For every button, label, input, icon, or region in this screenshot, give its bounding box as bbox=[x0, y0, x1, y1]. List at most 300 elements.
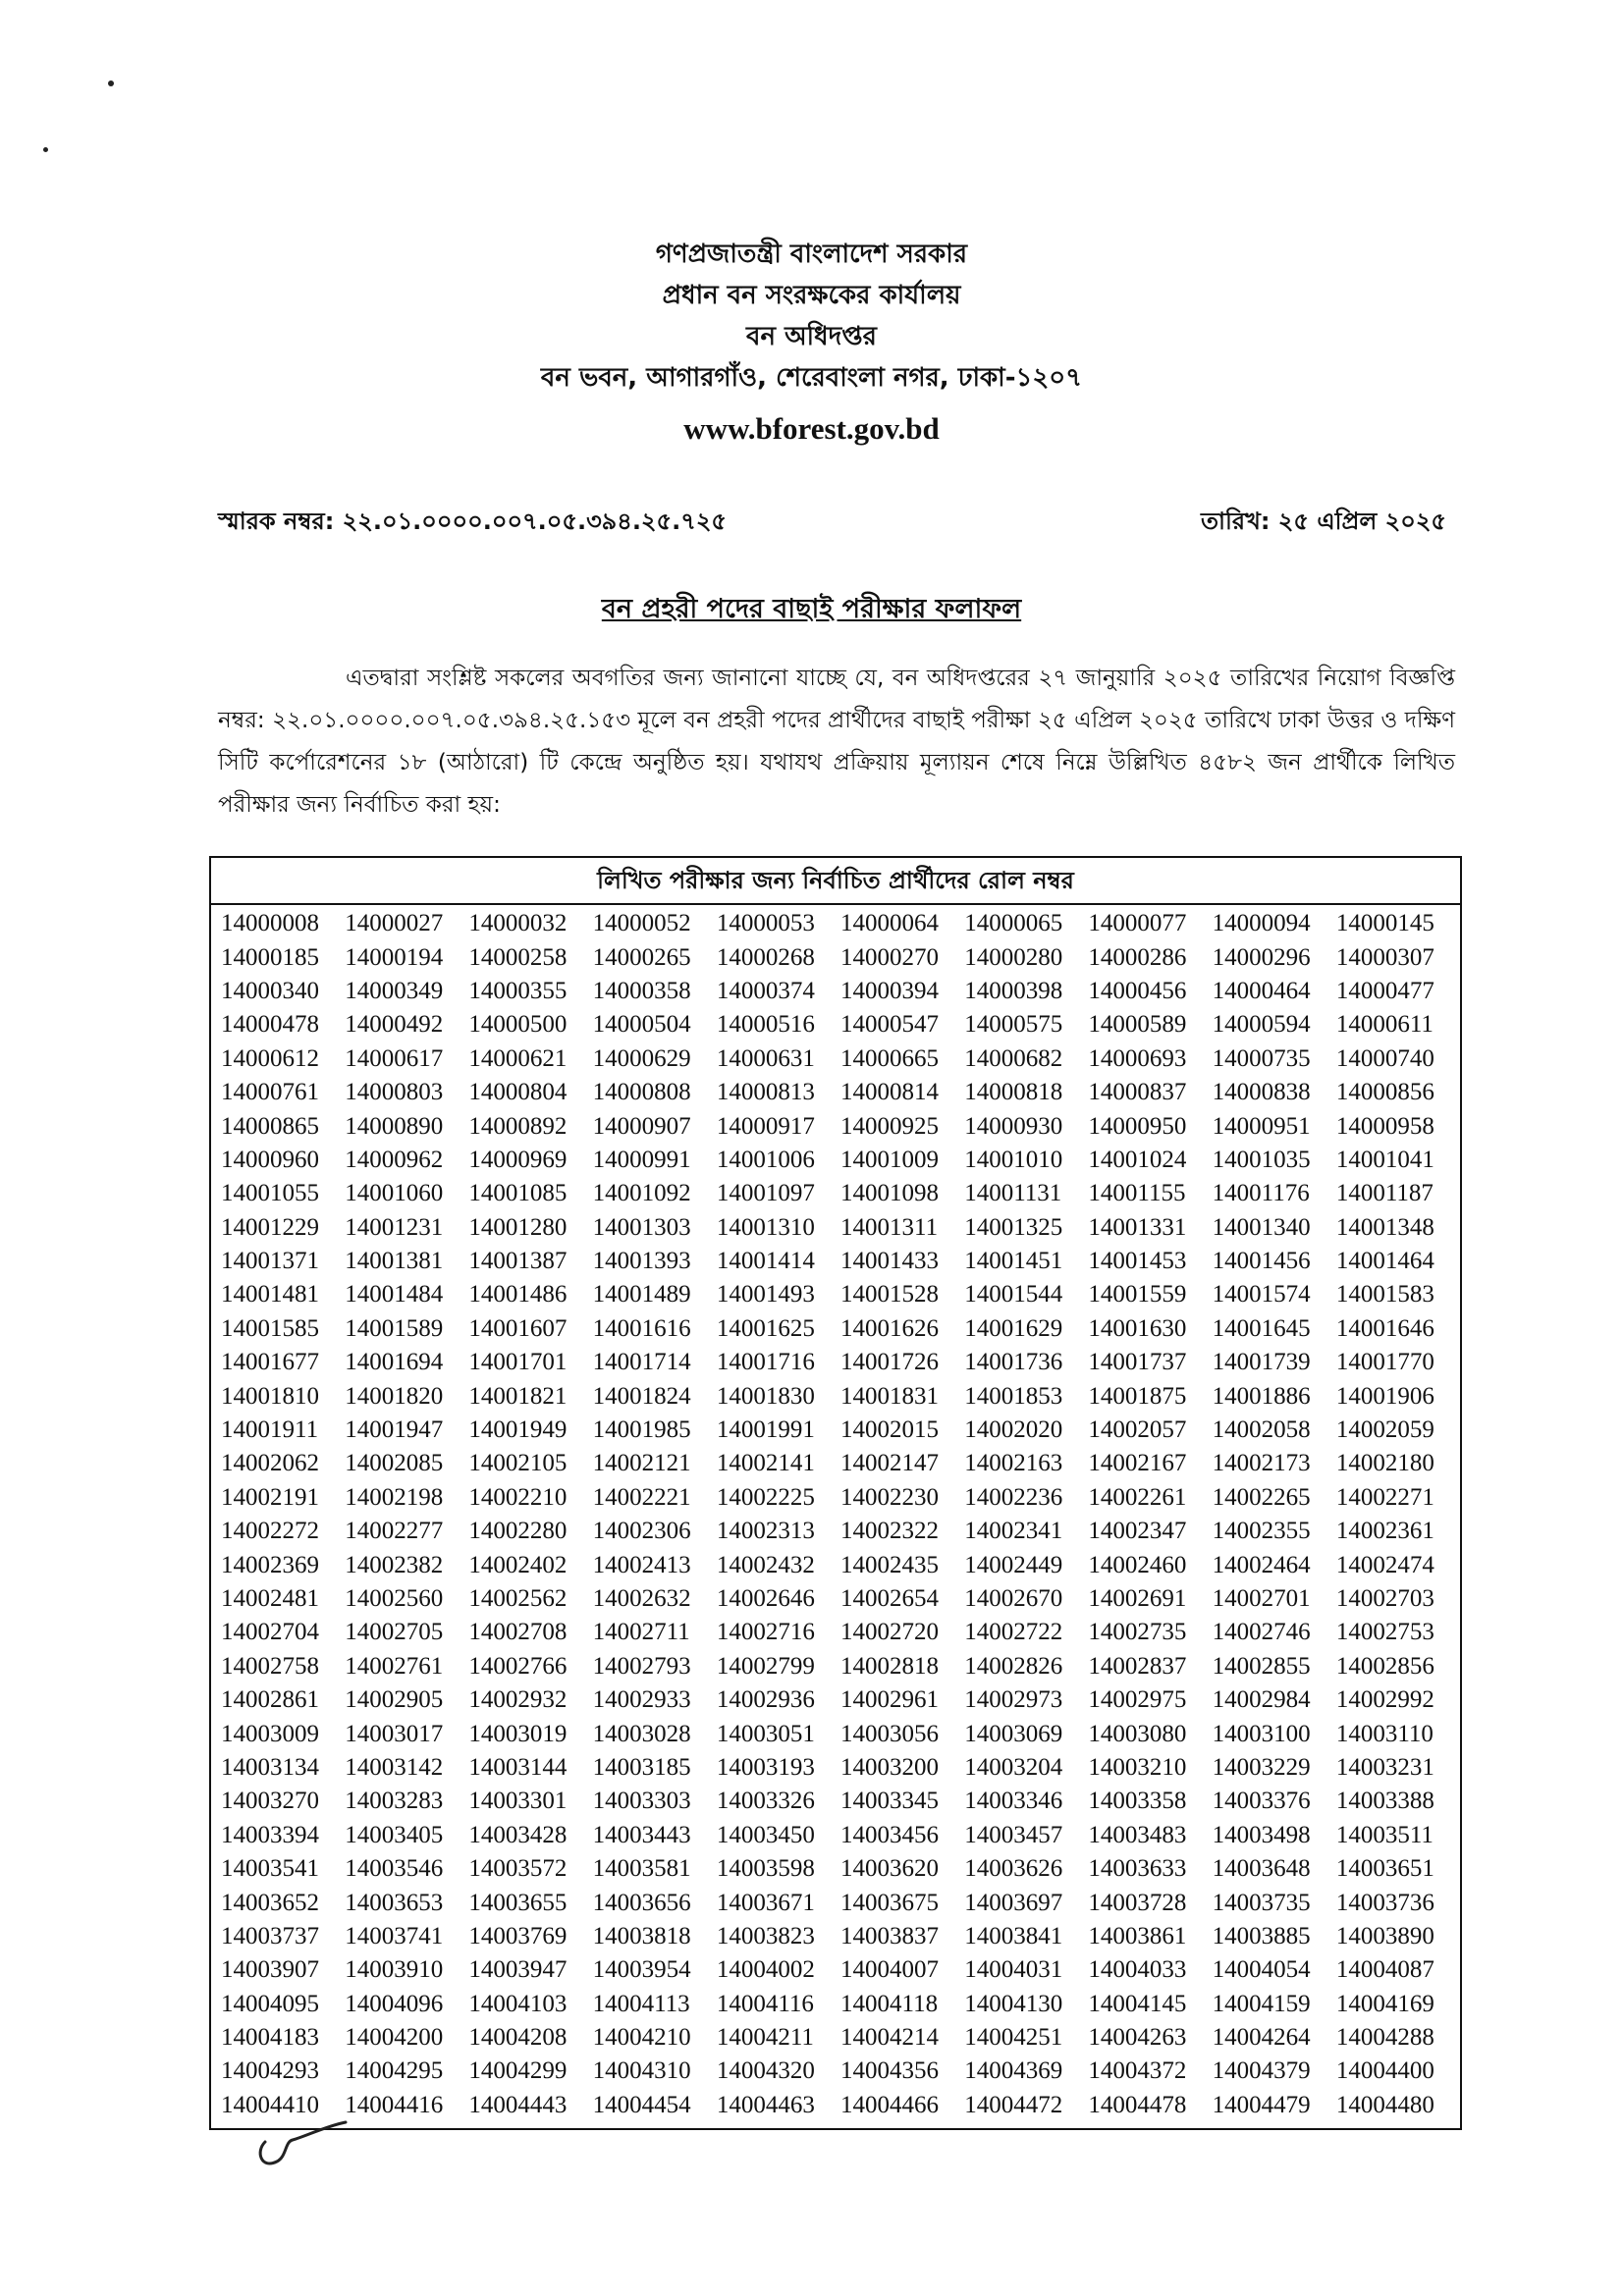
roll-number-cell: 14000374 bbox=[716, 977, 815, 1004]
roll-number-cell: 14002322 bbox=[840, 1518, 940, 1545]
roll-number-cell: 14002984 bbox=[1212, 1686, 1311, 1714]
roll-number-cell: 14002973 bbox=[964, 1686, 1063, 1714]
roll-number-cell: 14002711 bbox=[592, 1619, 690, 1646]
roll-number-cell: 14000032 bbox=[468, 910, 568, 937]
roll-number-cell: 14001331 bbox=[1088, 1213, 1187, 1241]
roll-number-cell: 14000456 bbox=[1088, 977, 1187, 1004]
roll-number-cell: 14003598 bbox=[716, 1855, 815, 1883]
department-name: বন অধিদপ্তর bbox=[746, 322, 877, 351]
roll-number-cell: 14000340 bbox=[221, 977, 319, 1004]
roll-number-cell: 14002306 bbox=[592, 1518, 691, 1545]
roll-number-cell: 14000838 bbox=[1212, 1079, 1311, 1106]
table-row bbox=[221, 1751, 1460, 1785]
roll-number-cell: 14002173 bbox=[1212, 1450, 1311, 1477]
roll-number-cell: 14000629 bbox=[592, 1044, 691, 1072]
roll-number-cell: 14002481 bbox=[221, 1585, 319, 1612]
roll-number-cell: 14003954 bbox=[592, 1956, 691, 1984]
roll-number-cell: 14002826 bbox=[964, 1652, 1063, 1680]
roll-number-cell: 14003405 bbox=[345, 1821, 444, 1848]
roll-number-cell: 14004002 bbox=[716, 1956, 815, 1984]
table-row bbox=[221, 1819, 1460, 1852]
roll-number-cell: 14001155 bbox=[1088, 1180, 1186, 1207]
roll-number-cell: 14002432 bbox=[716, 1551, 815, 1578]
roll-number-cell: 14001875 bbox=[1088, 1382, 1187, 1410]
table-row bbox=[221, 975, 1460, 1008]
roll-number-cell: 14000960 bbox=[221, 1146, 319, 1173]
roll-number-cell: 14001528 bbox=[840, 1281, 940, 1308]
roll-number-cell: 14003736 bbox=[1335, 1889, 1434, 1916]
roll-number-cell: 14003270 bbox=[221, 1788, 319, 1815]
roll-number-cell: 14002062 bbox=[221, 1450, 319, 1477]
roll-number-cell: 14004480 bbox=[1335, 2091, 1434, 2118]
roll-number-cell: 14000813 bbox=[716, 1079, 815, 1106]
roll-number-cell: 14001607 bbox=[468, 1314, 568, 1342]
roll-number-cell: 14004169 bbox=[1335, 1990, 1434, 2017]
roll-number-cell: 14001810 bbox=[221, 1382, 319, 1410]
roll-number-cell: 14001325 bbox=[964, 1213, 1063, 1241]
roll-number-cell: 14001489 bbox=[592, 1281, 691, 1308]
roll-number-cell: 14001991 bbox=[716, 1416, 815, 1444]
roll-number-cell: 14001340 bbox=[1212, 1213, 1311, 1241]
roll-number-cell: 14002905 bbox=[345, 1686, 444, 1714]
roll-number-cell: 14000268 bbox=[716, 943, 815, 971]
roll-number-cell: 14000575 bbox=[964, 1011, 1063, 1039]
letterhead bbox=[0, 234, 1623, 454]
roll-number-cell: 14002369 bbox=[221, 1551, 319, 1578]
roll-number-cell: 14002722 bbox=[964, 1619, 1063, 1646]
roll-number-cell: 14000962 bbox=[345, 1146, 444, 1173]
roll-number-cell: 14002670 bbox=[964, 1585, 1063, 1612]
roll-number-cell: 14000612 bbox=[221, 1044, 319, 1072]
roll-number-cell: 14001736 bbox=[964, 1349, 1063, 1376]
roll-number-cell: 14000052 bbox=[592, 910, 691, 937]
roll-number-cell: 14003231 bbox=[1335, 1753, 1434, 1781]
roll-number-cell: 14001559 bbox=[1088, 1281, 1187, 1308]
table-row bbox=[221, 907, 1460, 940]
roll-number-cell: 14003056 bbox=[840, 1720, 940, 1747]
roll-number-cell: 14002198 bbox=[345, 1483, 444, 1511]
roll-number-cell: 14002716 bbox=[716, 1619, 815, 1646]
roll-number-cell: 14004443 bbox=[468, 2091, 568, 2118]
document-date: তারিখ: ২৫ এপ্রিল ২০২৫ bbox=[1201, 507, 1446, 535]
roll-number-cell: 14003633 bbox=[1088, 1855, 1187, 1883]
roll-number-cell: 14003626 bbox=[964, 1855, 1063, 1883]
roll-number-cell: 14004054 bbox=[1212, 1956, 1311, 1984]
roll-number-cell: 14002382 bbox=[345, 1551, 444, 1578]
table-row bbox=[221, 2021, 1460, 2055]
roll-number-cell: 14001616 bbox=[592, 1314, 691, 1342]
roll-number-cell: 14002341 bbox=[964, 1518, 1063, 1545]
table-body bbox=[211, 905, 1460, 2128]
roll-number-cell: 14003144 bbox=[468, 1753, 568, 1781]
roll-number-cell: 14004251 bbox=[964, 2024, 1063, 2052]
table-row bbox=[221, 1278, 1460, 1311]
table-row bbox=[221, 1920, 1460, 1953]
table-row bbox=[221, 1211, 1460, 1245]
roll-number-cell: 14001821 bbox=[468, 1382, 568, 1410]
roll-number-cell: 14000258 bbox=[468, 943, 568, 971]
roll-number-cell: 14000286 bbox=[1088, 943, 1187, 971]
roll-number-cell: 14003620 bbox=[840, 1855, 940, 1883]
table-row bbox=[221, 1346, 1460, 1379]
roll-number-cell: 14003837 bbox=[840, 1922, 940, 1949]
roll-number-cell: 14002141 bbox=[716, 1450, 815, 1477]
roll-number-cell: 14003483 bbox=[1088, 1821, 1187, 1848]
roll-number-cell: 14002746 bbox=[1212, 1619, 1311, 1646]
roll-number-cell: 14002856 bbox=[1335, 1652, 1434, 1680]
roll-number-cell: 14000008 bbox=[221, 910, 319, 937]
roll-number-cell: 14000991 bbox=[592, 1146, 691, 1173]
roll-number-cell: 14000064 bbox=[840, 910, 940, 937]
roll-number-cell: 14003142 bbox=[345, 1753, 444, 1781]
roll-number-cell: 14002855 bbox=[1212, 1652, 1311, 1680]
roll-number-cell: 14002435 bbox=[840, 1551, 940, 1578]
roll-number-cell: 14004103 bbox=[468, 1990, 568, 2017]
roll-number-cell: 14000611 bbox=[1335, 1011, 1434, 1039]
roll-number-cell: 14004113 bbox=[592, 1990, 690, 2017]
roll-number-cell: 14000682 bbox=[964, 1044, 1063, 1072]
memo-number: স্মারক নম্বর: ২২.০১.০০০০.০০৭.০৫.৩৯৪.২৫.৭২৫ bbox=[218, 507, 728, 535]
roll-number-cell: 14003283 bbox=[345, 1788, 444, 1815]
roll-number-cell: 14004033 bbox=[1088, 1956, 1187, 1984]
roll-number-cell: 14004372 bbox=[1088, 2057, 1187, 2085]
roll-number-cell: 14000969 bbox=[468, 1146, 568, 1173]
roll-number-cell: 14000280 bbox=[964, 943, 1063, 971]
roll-number-cell: 14002793 bbox=[592, 1652, 691, 1680]
roll-number-cell: 14003229 bbox=[1212, 1753, 1311, 1781]
roll-number-cell: 14001493 bbox=[716, 1281, 815, 1308]
roll-number-cell: 14000951 bbox=[1212, 1112, 1311, 1140]
roll-number-cell: 14002163 bbox=[964, 1450, 1063, 1477]
roll-number-cell: 14002280 bbox=[468, 1518, 568, 1545]
roll-number-cell: 14002560 bbox=[345, 1585, 444, 1612]
roll-number-cell: 14002705 bbox=[345, 1619, 444, 1646]
roll-number-cell: 14000547 bbox=[840, 1011, 940, 1039]
roll-number-cell: 14002085 bbox=[345, 1450, 444, 1477]
roll-number-cell: 14001035 bbox=[1212, 1146, 1311, 1173]
roll-number-cell: 14003204 bbox=[964, 1753, 1063, 1781]
table-title: লিখিত পরীক্ষার জন্য নির্বাচিত প্রার্থীদের রোল নম্বর bbox=[211, 858, 1460, 905]
roll-number-cell: 14004463 bbox=[716, 2091, 815, 2118]
roll-number-cell: 14000950 bbox=[1088, 1112, 1187, 1140]
roll-number-cell: 14001906 bbox=[1335, 1382, 1434, 1410]
roll-number-cell: 14000504 bbox=[592, 1011, 691, 1039]
roll-number-cell: 14002147 bbox=[840, 1450, 940, 1477]
roll-number-cell: 14003697 bbox=[964, 1889, 1063, 1916]
roll-number-cell: 14000925 bbox=[840, 1112, 940, 1140]
roll-number-cell: 14001176 bbox=[1212, 1180, 1310, 1207]
roll-number-cell: 14001041 bbox=[1335, 1146, 1434, 1173]
roll-number-cell: 14002272 bbox=[221, 1518, 319, 1545]
govt-name: গণপ্রজাতন্ত্রী বাংলাদেশ সরকার bbox=[655, 240, 968, 269]
roll-number-cell: 14004183 bbox=[221, 2024, 319, 2052]
roll-number-cell: 14003737 bbox=[221, 1922, 319, 1949]
table-row bbox=[221, 1616, 1460, 1649]
roll-number-cell: 14002975 bbox=[1088, 1686, 1187, 1714]
roll-number-cell: 14000270 bbox=[840, 943, 940, 971]
roll-number-cell: 14002361 bbox=[1335, 1518, 1434, 1545]
roll-number-cell: 14000818 bbox=[964, 1079, 1063, 1106]
office-address: বন ভবন, আগারগাঁও, শেরেবাংলা নগর, ঢাকা-১২০৭ bbox=[540, 363, 1083, 393]
roll-number-cell: 14000814 bbox=[840, 1079, 940, 1106]
roll-number-cell: 14003193 bbox=[716, 1753, 815, 1781]
roll-number-cell: 14003345 bbox=[840, 1788, 940, 1815]
roll-number-cell: 14003910 bbox=[345, 1956, 444, 1984]
roll-number-cell: 14003885 bbox=[1212, 1922, 1311, 1949]
roll-number-cell: 14003185 bbox=[592, 1753, 691, 1781]
roll-number-cell: 14004211 bbox=[716, 2024, 814, 2052]
roll-number-cell: 14004369 bbox=[964, 2057, 1063, 2085]
roll-number-cell: 14001231 bbox=[345, 1213, 444, 1241]
roll-number-cell: 14002720 bbox=[840, 1619, 940, 1646]
roll-number-cell: 14004118 bbox=[840, 1990, 939, 2017]
roll-number-cell: 14002180 bbox=[1335, 1450, 1434, 1477]
roll-number-cell: 14004320 bbox=[716, 2057, 815, 2085]
roll-number-cell: 14002464 bbox=[1212, 1551, 1311, 1578]
roll-number-cell: 14000804 bbox=[468, 1079, 568, 1106]
roll-number-cell: 14000621 bbox=[468, 1044, 568, 1072]
roll-number-cell: 14001311 bbox=[840, 1213, 939, 1241]
roll-number-cell: 14003110 bbox=[1335, 1720, 1434, 1747]
roll-number-cell: 14001451 bbox=[964, 1248, 1063, 1275]
roll-number-cell: 14002191 bbox=[221, 1483, 319, 1511]
table-row bbox=[221, 1177, 1460, 1210]
table-row bbox=[221, 1785, 1460, 1818]
roll-number-cell: 14003346 bbox=[964, 1788, 1063, 1815]
roll-number-cell: 14001770 bbox=[1335, 1349, 1434, 1376]
roll-number-cell: 14003818 bbox=[592, 1922, 691, 1949]
roll-number-cell: 14002562 bbox=[468, 1585, 568, 1612]
roll-number-cell: 14001585 bbox=[221, 1314, 319, 1342]
roll-number-cell: 14002236 bbox=[964, 1483, 1063, 1511]
roll-number-cell: 14001694 bbox=[345, 1349, 444, 1376]
roll-number-cell: 14000761 bbox=[221, 1079, 319, 1106]
table-row bbox=[221, 1683, 1460, 1717]
roll-number-cell: 14000477 bbox=[1335, 977, 1434, 1004]
roll-number-cell: 14002167 bbox=[1088, 1450, 1187, 1477]
roll-number-cell: 14000307 bbox=[1335, 943, 1434, 971]
roll-number-cell: 14003443 bbox=[592, 1821, 691, 1848]
roll-number-cell: 14001387 bbox=[468, 1248, 568, 1275]
roll-number-cell: 14000735 bbox=[1212, 1044, 1311, 1072]
table-row bbox=[221, 1650, 1460, 1683]
roll-number-cell: 14002402 bbox=[468, 1551, 568, 1578]
roll-number-cell: 14003019 bbox=[468, 1720, 568, 1747]
roll-number-cell: 14000053 bbox=[716, 910, 815, 937]
roll-number-cell: 14004214 bbox=[840, 2024, 940, 2052]
roll-number-cell: 14001701 bbox=[468, 1349, 568, 1376]
table-row bbox=[221, 1988, 1460, 2021]
subject-text: বন প্রহরী পদের বাছাই পরীক্ষার ফলাফল bbox=[601, 594, 1022, 624]
roll-number-cell: 14001716 bbox=[716, 1349, 815, 1376]
roll-number-cell: 14004096 bbox=[345, 1990, 444, 2017]
roll-number-cell: 14001486 bbox=[468, 1281, 568, 1308]
roll-number-cell: 14000349 bbox=[345, 977, 444, 1004]
roll-number-cell: 14003456 bbox=[840, 1821, 940, 1848]
roll-number-cell: 14000265 bbox=[592, 943, 691, 971]
roll-number-cell: 14004293 bbox=[221, 2057, 319, 2085]
roll-number-cell: 14004416 bbox=[345, 2091, 444, 2118]
roll-number-cell: 14000492 bbox=[345, 1011, 444, 1039]
roll-number-cell: 14001371 bbox=[221, 1248, 319, 1275]
roll-number-cell: 14003890 bbox=[1335, 1922, 1434, 1949]
roll-number-cell: 14004263 bbox=[1088, 2024, 1187, 2052]
roll-number-cell: 14003648 bbox=[1212, 1855, 1311, 1883]
roll-number-cell: 14004295 bbox=[345, 2057, 444, 2085]
roll-number-cell: 14004116 bbox=[716, 1990, 814, 2017]
roll-number-cell: 14001726 bbox=[840, 1349, 940, 1376]
roll-number-cell: 14004095 bbox=[221, 1990, 319, 2017]
roll-number-cell: 14001824 bbox=[592, 1382, 691, 1410]
roll-number-cell: 14002277 bbox=[345, 1518, 444, 1545]
roll-number-cell: 14002413 bbox=[592, 1551, 691, 1578]
roll-number-cell: 14002933 bbox=[592, 1686, 691, 1714]
website-link[interactable]: www.bforest.gov.bd bbox=[683, 411, 940, 446]
roll-number-cell: 14000194 bbox=[345, 943, 444, 971]
roll-number-cell: 14002799 bbox=[716, 1652, 815, 1680]
roll-number-cell: 14001481 bbox=[221, 1281, 319, 1308]
roll-number-cell: 14002703 bbox=[1335, 1585, 1434, 1612]
roll-number-cell: 14001831 bbox=[840, 1382, 940, 1410]
roll-number-cell: 14002818 bbox=[840, 1652, 940, 1680]
roll-number-cell: 14001098 bbox=[840, 1180, 940, 1207]
roll-number-cell: 14000665 bbox=[840, 1044, 940, 1072]
table-row bbox=[221, 1042, 1460, 1076]
roll-number-cell: 14003210 bbox=[1088, 1753, 1187, 1781]
table-row bbox=[221, 1312, 1460, 1346]
roll-number-cell: 14001060 bbox=[345, 1180, 444, 1207]
signature-mark bbox=[247, 2112, 355, 2185]
table-row bbox=[221, 1245, 1460, 1278]
roll-number-cell: 14000958 bbox=[1335, 1112, 1434, 1140]
roll-number-cell: 14003394 bbox=[221, 1821, 319, 1848]
roll-number-cell: 14004264 bbox=[1212, 2024, 1311, 2052]
roll-number-cell: 14003653 bbox=[345, 1889, 444, 1916]
roll-number-cell: 14003511 bbox=[1335, 1821, 1434, 1848]
roll-number-cell: 14001092 bbox=[592, 1180, 691, 1207]
roll-number-cell: 14001433 bbox=[840, 1248, 940, 1275]
roll-number-cell: 14004210 bbox=[592, 2024, 691, 2052]
roll-number-cell: 14000185 bbox=[221, 943, 319, 971]
roll-number-cell: 14002015 bbox=[840, 1416, 940, 1444]
roll-number-cell: 14001484 bbox=[345, 1281, 444, 1308]
roll-number-cell: 14001820 bbox=[345, 1382, 444, 1410]
roll-number-cell: 14004466 bbox=[840, 2091, 940, 2118]
roll-number-cell: 14003769 bbox=[468, 1922, 568, 1949]
roll-number-cell: 14001985 bbox=[592, 1416, 691, 1444]
roll-number-cell: 14000917 bbox=[716, 1112, 815, 1140]
roll-number-cell: 14001630 bbox=[1088, 1314, 1187, 1342]
roll-number-cell: 14001006 bbox=[716, 1146, 815, 1173]
roll-number-cell: 14003841 bbox=[964, 1922, 1063, 1949]
roll-number-cell: 14002225 bbox=[716, 1483, 815, 1511]
roll-number-cell: 14001714 bbox=[592, 1349, 691, 1376]
roll-number-cell: 14000740 bbox=[1335, 1044, 1434, 1072]
roll-number-cell: 14003017 bbox=[345, 1720, 444, 1747]
roll-number-cell: 14000027 bbox=[345, 910, 444, 937]
roll-number-cell: 14003541 bbox=[221, 1855, 319, 1883]
roll-number-cell: 14002347 bbox=[1088, 1518, 1187, 1545]
table-row bbox=[221, 1852, 1460, 1886]
roll-number-cell: 14003572 bbox=[468, 1855, 568, 1883]
roll-number-cell: 14003823 bbox=[716, 1922, 815, 1949]
roll-number-cell: 14001131 bbox=[964, 1180, 1062, 1207]
roll-number-cell: 14004130 bbox=[964, 1990, 1063, 2017]
roll-number-cell: 14001626 bbox=[840, 1314, 940, 1342]
roll-number-cell: 14000145 bbox=[1335, 910, 1434, 937]
roll-number-cell: 14001629 bbox=[964, 1314, 1063, 1342]
roll-number-cell: 14001583 bbox=[1335, 1281, 1434, 1308]
roll-number-cell: 14000865 bbox=[221, 1112, 319, 1140]
roll-number-cell: 14001010 bbox=[964, 1146, 1063, 1173]
roll-number-cell: 14003457 bbox=[964, 1821, 1063, 1848]
roll-number-cell: 14002691 bbox=[1088, 1585, 1187, 1612]
roll-number-cell: 14001645 bbox=[1212, 1314, 1311, 1342]
table-row bbox=[221, 1379, 1460, 1413]
roll-number-cell: 14001853 bbox=[964, 1382, 1063, 1410]
roll-number-cell: 14004400 bbox=[1335, 2057, 1434, 2085]
roll-number-cell: 14003051 bbox=[716, 1720, 815, 1747]
roll-number-cell: 14001187 bbox=[1335, 1180, 1434, 1207]
roll-number-cell: 14000358 bbox=[592, 977, 691, 1004]
table-row bbox=[221, 1548, 1460, 1581]
roll-number-cell: 14002210 bbox=[468, 1483, 568, 1511]
table-row bbox=[221, 1953, 1460, 1987]
roll-number-cell: 14003301 bbox=[468, 1788, 568, 1815]
roll-number-cell: 14002708 bbox=[468, 1619, 568, 1646]
roll-number-cell: 14001085 bbox=[468, 1180, 568, 1207]
roll-number-cell: 14000355 bbox=[468, 977, 568, 1004]
roll-number-cell: 14003581 bbox=[592, 1855, 691, 1883]
roll-number-cell: 14003651 bbox=[1335, 1855, 1434, 1883]
roll-number-cell: 14001544 bbox=[964, 1281, 1063, 1308]
roll-number-cell: 14001886 bbox=[1212, 1382, 1311, 1410]
roll-number-cell: 14000808 bbox=[592, 1079, 691, 1106]
roll-number-cell: 14004479 bbox=[1212, 2091, 1311, 2118]
roll-number-cell: 14001677 bbox=[221, 1349, 319, 1376]
roll-number-cell: 14004145 bbox=[1088, 1990, 1187, 2017]
roll-number-cell: 14001310 bbox=[716, 1213, 815, 1241]
table-row bbox=[221, 1481, 1460, 1515]
roll-number-cell: 14000589 bbox=[1088, 1011, 1187, 1039]
roll-number-cell: 14001911 bbox=[221, 1416, 319, 1444]
roll-number-cell: 14000837 bbox=[1088, 1079, 1187, 1106]
roll-number-cell: 14003009 bbox=[221, 1720, 319, 1747]
roll-number-cell: 14003303 bbox=[592, 1788, 691, 1815]
roll-number-cell: 14001348 bbox=[1335, 1213, 1434, 1241]
roll-number-cell: 14004454 bbox=[592, 2091, 691, 2118]
table-row bbox=[221, 2089, 1460, 2122]
table-row bbox=[221, 1515, 1460, 1548]
roll-number-cell: 14002992 bbox=[1335, 1686, 1434, 1714]
roll-number-cell: 14003656 bbox=[592, 1889, 691, 1916]
table-row bbox=[221, 2055, 1460, 2088]
roll-number-cell: 14002961 bbox=[840, 1686, 940, 1714]
roll-number-cell: 14001280 bbox=[468, 1213, 568, 1241]
roll-number-cell: 14003326 bbox=[716, 1788, 815, 1815]
roll-number-cell: 14000803 bbox=[345, 1079, 444, 1106]
roll-number-cell: 14003388 bbox=[1335, 1788, 1434, 1815]
roll-number-cell: 14002646 bbox=[716, 1585, 815, 1612]
roll-number-cell: 14000890 bbox=[345, 1112, 444, 1140]
roll-number-cell: 14000930 bbox=[964, 1112, 1063, 1140]
roll-number-cell: 14001574 bbox=[1212, 1281, 1311, 1308]
roll-number-cell: 14004200 bbox=[345, 2024, 444, 2052]
roll-number-cell: 14002221 bbox=[592, 1483, 691, 1511]
roll-number-cell: 14002121 bbox=[592, 1450, 691, 1477]
roll-number-cell: 14002261 bbox=[1088, 1483, 1187, 1511]
table-row bbox=[221, 1144, 1460, 1177]
